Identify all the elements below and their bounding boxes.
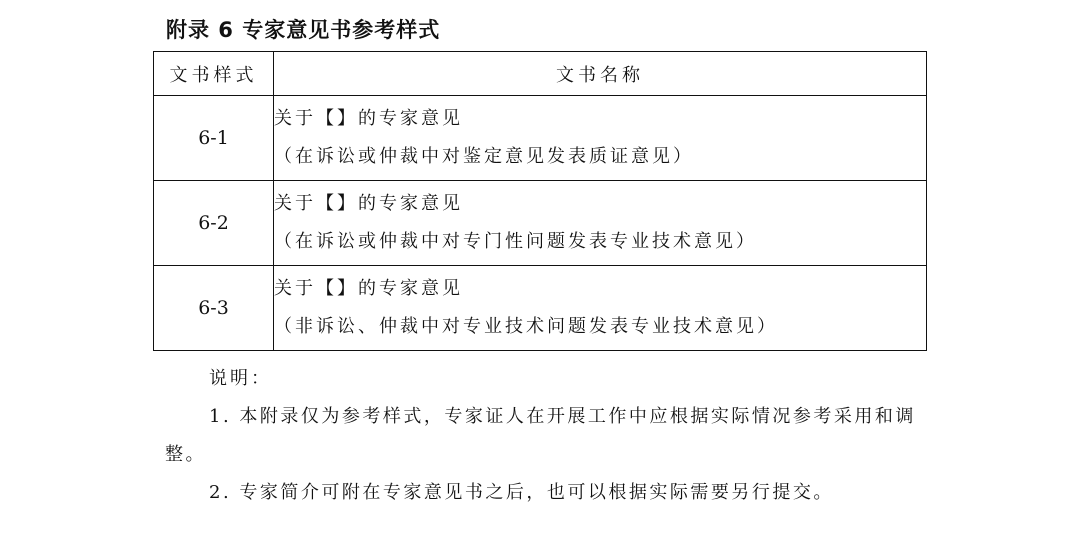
note-item-1: 1. 本附录仅为参考样式，专家证人在开展工作中应根据实际情况参考采用和调整。 (165, 406, 916, 465)
note-item-2: 2. 专家简介可附在专家意见书之后，也可以根据实际需要另行提交。 (209, 482, 834, 503)
row-description: （非诉讼、仲裁中对专业技术问题发表专业技术意见） (274, 316, 778, 337)
row-name-cell (274, 96, 927, 181)
table-row (154, 96, 927, 181)
row-name-cell (274, 266, 927, 351)
row-code: 6-3 (154, 266, 274, 351)
table-header-row (154, 52, 927, 96)
row-description: （在诉讼或仲裁中对专门性问题发表专业技术意见） (274, 231, 757, 252)
notes-section (165, 360, 925, 512)
document-style-table (153, 51, 927, 351)
header-document-name: 文书名称 (274, 52, 927, 96)
header-document-style: 文书样式 (154, 52, 274, 96)
row-title: 关于【】的专家意见 (274, 193, 463, 214)
row-name-cell (274, 181, 927, 266)
row-code: 6-1 (154, 96, 274, 181)
table-row (154, 181, 927, 266)
row-title: 关于【】的专家意见 (274, 108, 463, 129)
appendix-title: 附录 6 专家意见书参考样式 (166, 18, 441, 42)
row-code: 6-2 (154, 181, 274, 266)
row-description: （在诉讼或仲裁中对鉴定意见发表质证意见） (274, 146, 694, 167)
notes-heading: 说明： (209, 368, 272, 389)
row-title: 关于【】的专家意见 (274, 278, 463, 299)
table-row (154, 266, 927, 351)
